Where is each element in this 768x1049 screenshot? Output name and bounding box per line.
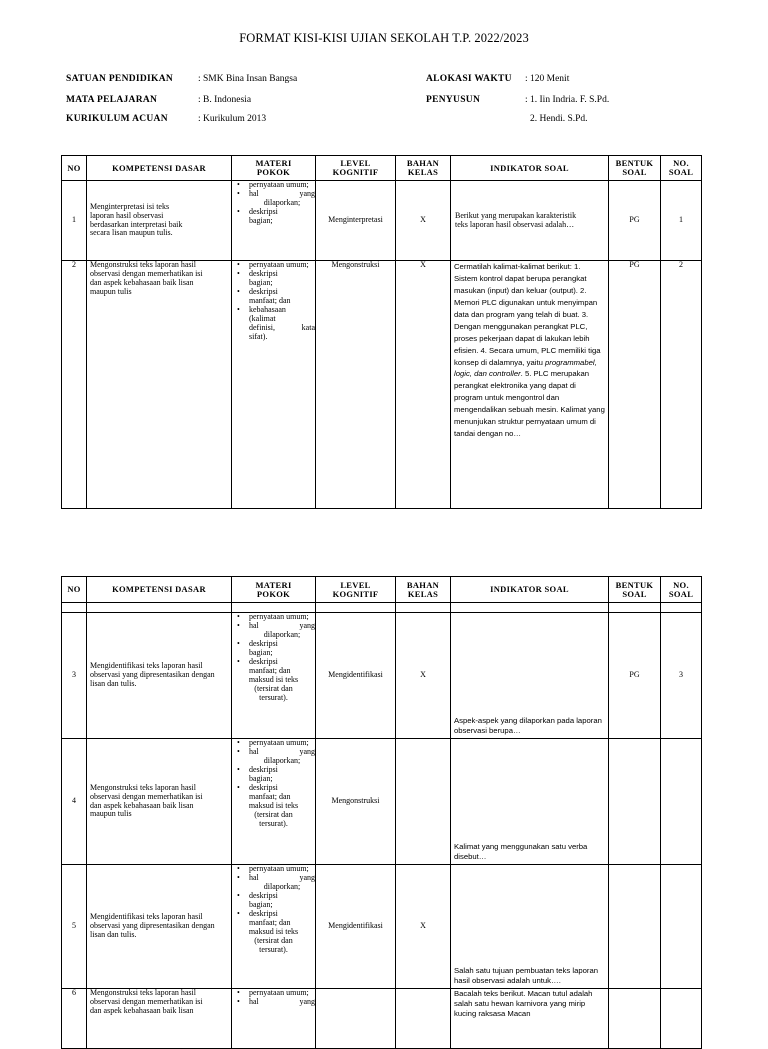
kurikulum-value: : Kurikulum 2013: [198, 114, 267, 124]
row-materi: • pernyataan umum; • hal yang dilaporkan; • deskripsi bagian; • deskripsi manfaat; dan maksud isi teks (tersirat dan tersurat).: [232, 739, 316, 865]
satuan-label: SATUAN PENDIDIKAN: [66, 74, 174, 84]
row-bentuk: PG: [609, 613, 661, 739]
header-materi: MATERI POKOK: [232, 577, 316, 603]
row-nosoal: [661, 865, 702, 989]
kurikulum-label: KURIKULUM ACUAN: [66, 114, 168, 124]
row-bentuk: [609, 865, 661, 989]
kisi-table-1: [61, 155, 702, 509]
row-bentuk: PG: [609, 181, 661, 261]
row-indikator: Aspek-aspek yang dilaporkan pada laporan observasi berupa…: [451, 613, 609, 739]
row-materi: • pernyataan umum; • hal yang dilaporkan; • deskripsi bagian;: [232, 181, 316, 261]
row-kd: Mengidentifikasi teks laporan hasil observasi yang dipresentasikan dengan lisan dan tulis.: [87, 865, 232, 989]
row-indikator: Kalimat yang menggunakan satu verba disebut…: [451, 739, 609, 865]
row-bahan: X: [396, 865, 451, 989]
header-no: NO: [62, 156, 87, 181]
row-nosoal: 2: [661, 261, 702, 509]
row-indikator: Salah satu tujuan pembuatan teks laporan hasil observasi adalah untuk….: [451, 865, 609, 989]
row-no: 4: [62, 739, 87, 865]
row-bentuk: PG: [609, 261, 661, 509]
alokasi-value: : 120 Menit: [525, 74, 570, 84]
mapel-value: : B. Indonesia: [198, 95, 252, 105]
row-kd: Menginterpretasi isi teks laporan hasil observasi berdasarkan interpretasi baik secara lisan maupun tulis.: [87, 181, 232, 261]
table-row: [62, 181, 702, 261]
alokasi-label: ALOKASI WAKTU: [426, 74, 512, 84]
table-row: [62, 261, 702, 509]
row-bentuk: [609, 989, 661, 1049]
table-spacer-row: [62, 603, 702, 613]
header-bahan: BAHAN KELAS: [396, 156, 451, 181]
satuan-value: : SMK Bina Insan Bangsa: [198, 74, 298, 84]
row-level: Mengonstruksi: [316, 739, 396, 865]
header-indikator: INDIKATOR SOAL: [451, 577, 609, 603]
row-kd: Mengidentifikasi teks laporan hasil observasi yang dipresentasikan dengan lisan dan tulis.: [87, 613, 232, 739]
header-nosoal: NO. SOAL: [661, 156, 702, 181]
row-level: [316, 989, 396, 1049]
row-nosoal: [661, 989, 702, 1049]
row-bahan: X: [396, 181, 451, 261]
row-bahan: [396, 739, 451, 865]
row-kd: Mengonstruksi teks laporan hasil observasi dengan memerhatikan isi dan aspek kebahasaan baik lisan maupun tulis: [87, 261, 232, 509]
row-level: Mengonstruksi: [316, 261, 396, 509]
row-no: 5: [62, 865, 87, 989]
row-level: Mengidentifikasi: [316, 613, 396, 739]
header-materi: MATERI POKOK: [232, 156, 316, 181]
row-indikator: Berikut yang merupakan karakteristik teks laporan hasil observasi adalah…: [451, 181, 609, 261]
row-bahan: X: [396, 613, 451, 739]
header-bahan: BAHAN KELAS: [396, 577, 451, 603]
row-bentuk: [609, 739, 661, 865]
document-title: FORMAT KISI-KISI UJIAN SEKOLAH T.P. 2022/2023: [239, 31, 529, 45]
row-kd: Mengonstruksi teks laporan hasil observasi dengan memerhatikan isi dan aspek kebahasaan baik lisan: [87, 989, 232, 1049]
row-indikator: Cermatilah kalimat-kalimat berikut: 1. Sistem kontrol dapat berupa perangkat masukan (input) dan keluar (output). 2. Memori PLC digunakan untuk menyimpan data dan program yang telah di buat. 3. Dengan menggunakan perangkat PLC, proses pekerjaan dapat di lakukan lebih efisien. 4. Secara umum, PLC memiliki tiga konsep di dalamnya, yaitu programmabel, logic, dan controller. 5. PLC merupakan perangkat elektronika yang dapat di program untuk mengontrol dan mengendalikan sebuah mesin. Kalimat yang menunjukan struktur pernyataan umum di tandai dengan no…: [451, 261, 609, 509]
row-materi: • pernyataan umum; • deskripsi bagian; • deskripsi manfaat; dan • kebahasaan (kalimat definisi, kata sifat).: [232, 261, 316, 509]
row-indikator: Bacalah teks berikut. Macan tutul adalah salah satu hewan karnivora yang mirip kucing raksasa Macan: [451, 989, 609, 1049]
header-no: NO: [62, 577, 87, 603]
row-level: Mengidentifikasi: [316, 865, 396, 989]
header-kd: KOMPETENSI DASAR: [87, 156, 232, 181]
row-no: 6: [62, 989, 87, 1049]
kisi-table-2: [61, 576, 702, 1049]
row-kd: Mengonstruksi teks laporan hasil observasi dengan memerhatikan isi dan aspek kebahasaan baik lisan maupun tulis: [87, 739, 232, 865]
row-bahan: [396, 989, 451, 1049]
table-row: [62, 613, 702, 739]
table-header-row: [62, 577, 702, 603]
penyusun-1: : 1. Iin Indria. F. S.Pd.: [525, 95, 610, 105]
row-nosoal: 1: [661, 181, 702, 261]
header-nosoal: NO. SOAL: [661, 577, 702, 603]
header-level: LEVEL KOGNITIF: [316, 156, 396, 181]
row-no: 2: [62, 261, 87, 509]
header-level: LEVEL KOGNITIF: [316, 577, 396, 603]
row-bahan: X: [396, 261, 451, 509]
row-materi: • pernyataan umum; • hal yang dilaporkan; • deskripsi bagian; • deskripsi manfaat; dan maksud isi teks (tersirat dan tersurat).: [232, 865, 316, 989]
row-materi: • pernyataan umum; • hal yang dilaporkan; • deskripsi bagian; • deskripsi manfaat; dan maksud isi teks (tersirat dan tersurat).: [232, 613, 316, 739]
header-bentuk: BENTUK SOAL: [609, 156, 661, 181]
row-materi: • pernyataan umum; • hal yang: [232, 989, 316, 1049]
row-nosoal: [661, 739, 702, 865]
table-header-row: [62, 156, 702, 181]
table-row: [62, 865, 702, 989]
row-level: Menginterpretasi: [316, 181, 396, 261]
penyusun-label: PENYUSUN: [426, 95, 481, 105]
header-indikator: INDIKATOR SOAL: [451, 156, 609, 181]
row-nosoal: 3: [661, 613, 702, 739]
mapel-label: MATA PELAJARAN: [66, 95, 158, 105]
table-row: [62, 739, 702, 865]
header-kd: KOMPETENSI DASAR: [87, 577, 232, 603]
row-no: 1: [62, 181, 87, 261]
table-row: [62, 989, 702, 1049]
penyusun-2: 2. Hendi. S.Pd.: [530, 114, 588, 124]
header-bentuk: BENTUK SOAL: [609, 577, 661, 603]
row-no: 3: [62, 613, 87, 739]
